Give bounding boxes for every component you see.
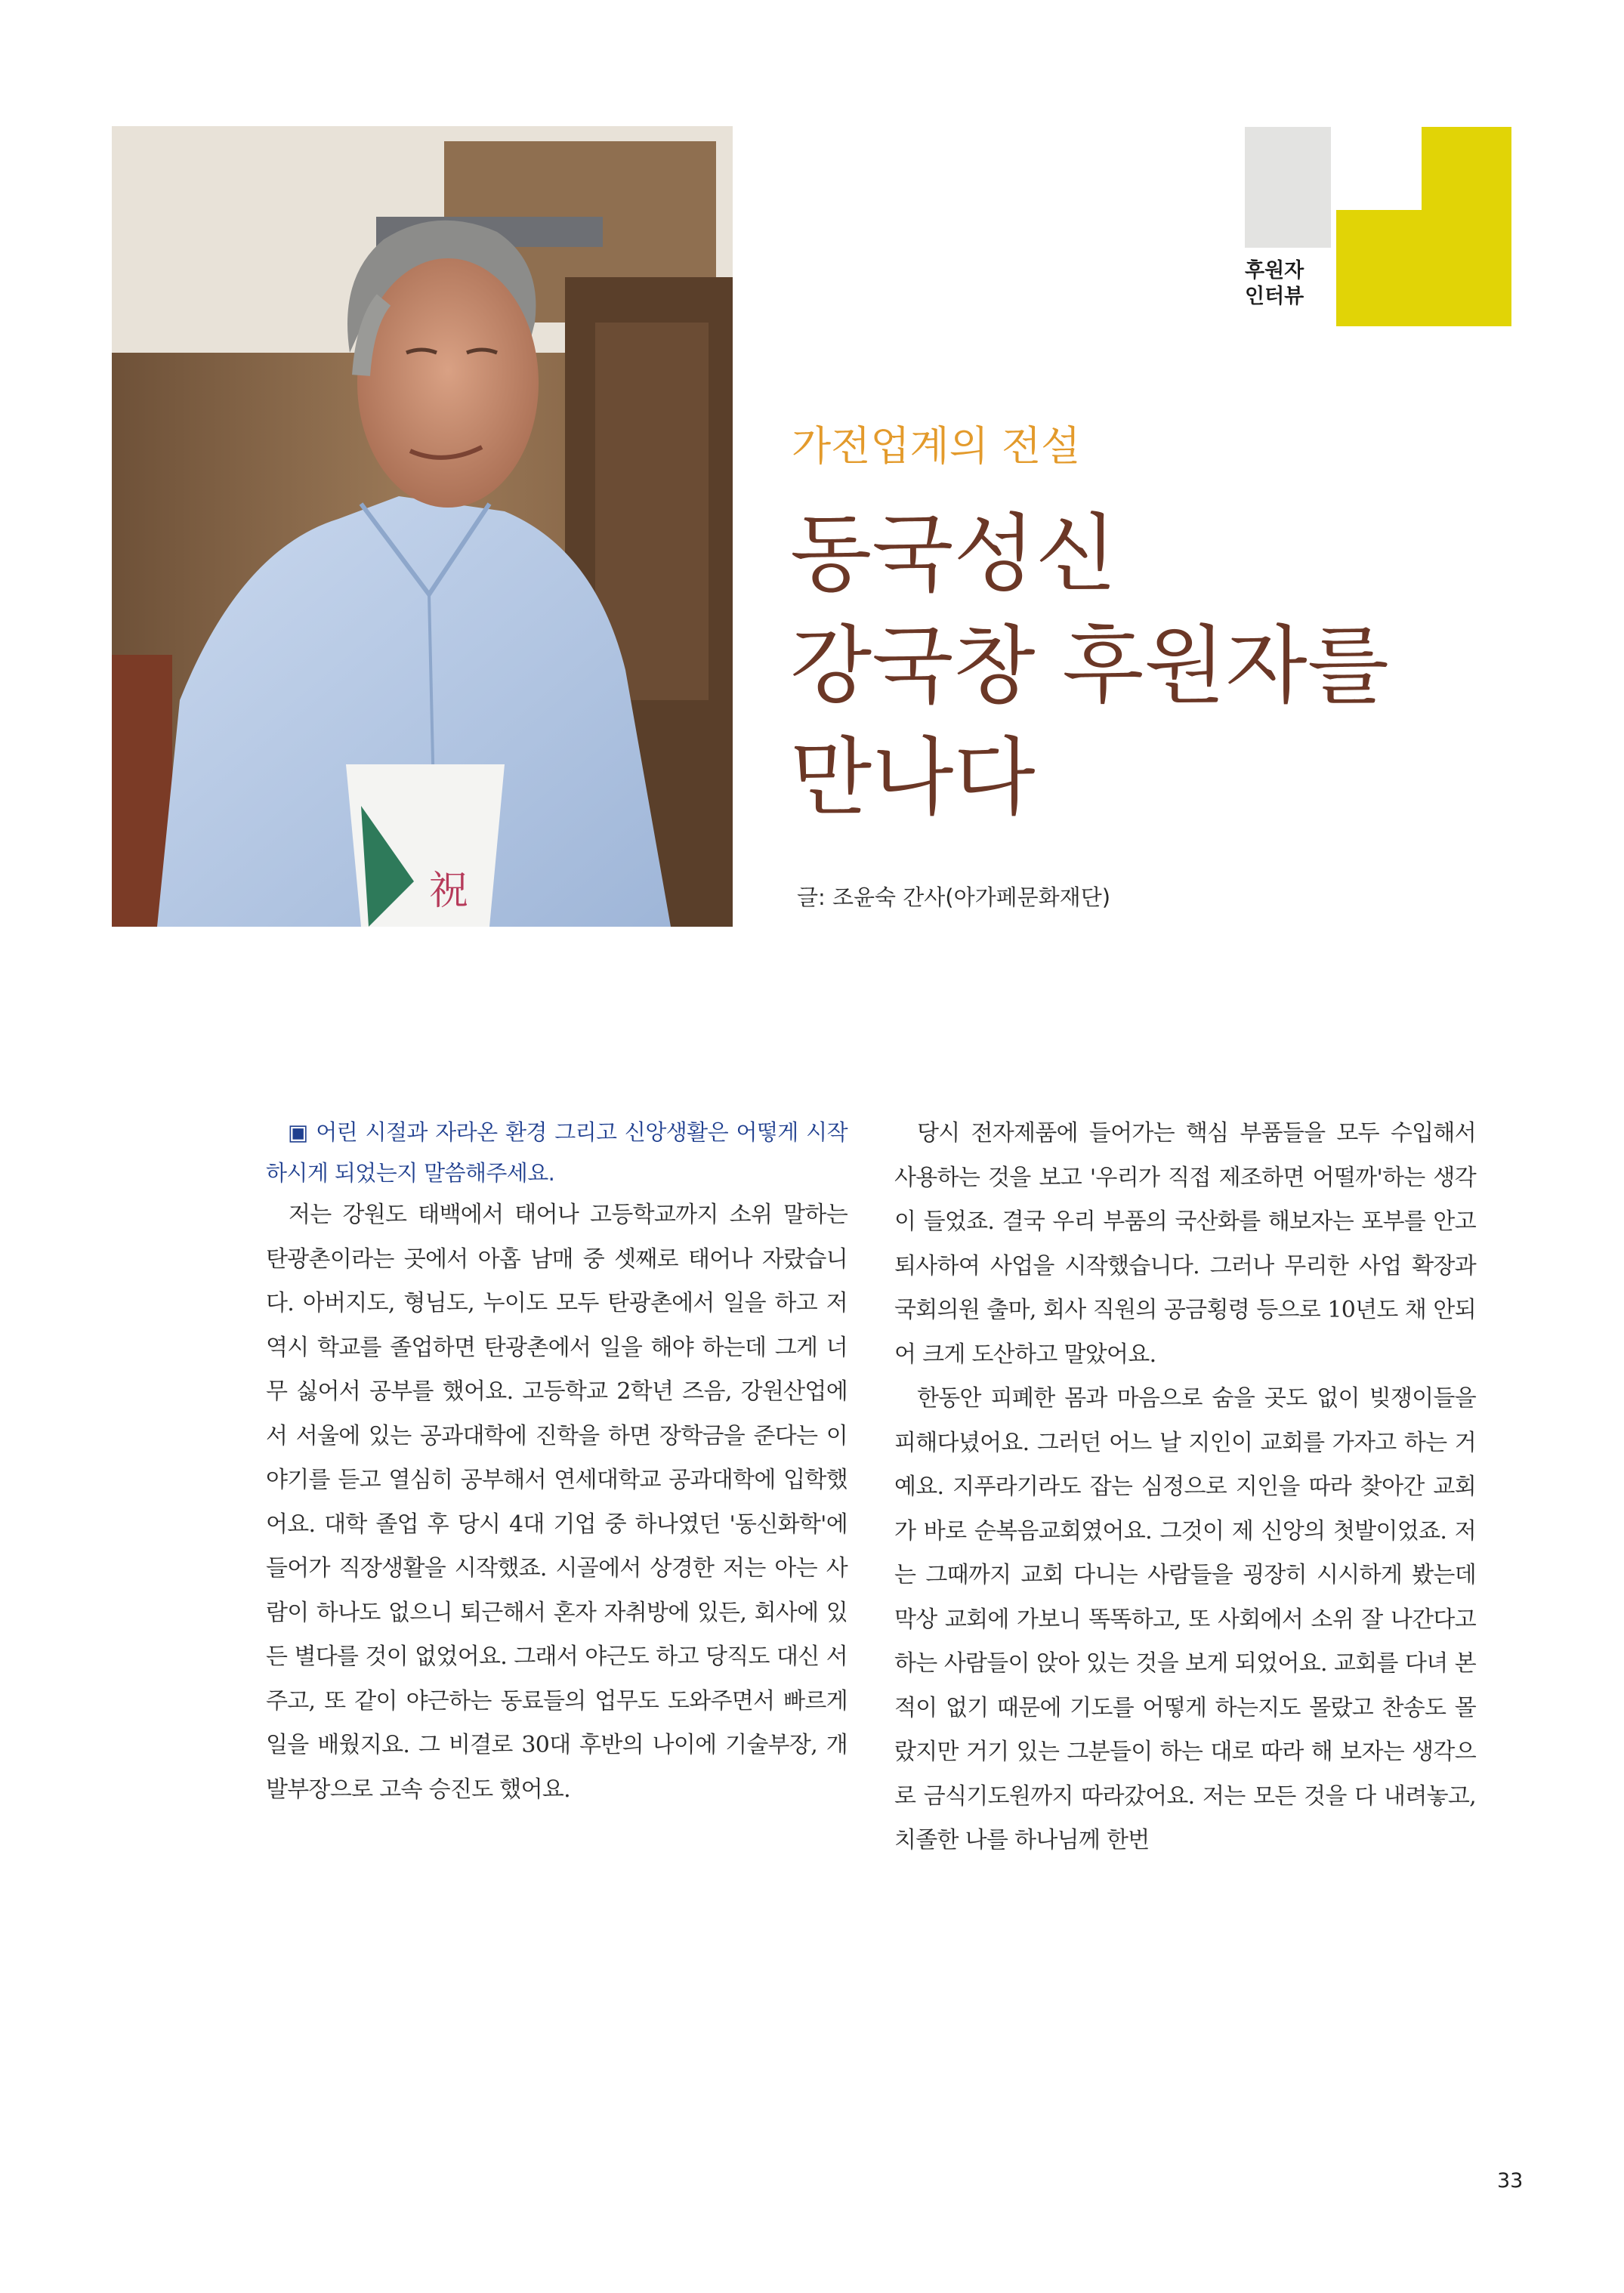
article-title [790,498,1389,834]
deco-grey-block [1245,127,1331,248]
left-column [266,1112,848,1812]
section-label-line-2: 인터뷰 [1245,285,1304,308]
deco-white-notch [1336,127,1422,210]
section-label-line-1: 후원자 [1245,259,1304,282]
title-line-2: 강국창 후원자를 [790,617,1389,715]
interview-question: ▣ 어린 시절과 자라온 환경 그리고 신앙생활은 어떻게 시작하시게 되었는지 말씀해주세요. [266,1119,848,1186]
answer-paragraph-2: 당시 전자제품에 들어가는 핵심 부품들을 모두 수입해서 사용하는 것을 보고 '우리가 직접 제조하면 어떨까'하는 생각이 들었죠. 결국 우리 부품의 국산화를 해보자는 포부를 안고 퇴사하여 사업을 시작했습니다. 그러나 무리한 사업 확장과 국회의원 출마, 회사 직원의 공금횡령 등으로 10년도 채 안되어 크게 도산하고 말았어요. [894,1120,1476,1368]
answer-paragraph-1: 저는 강원도 태백에서 태어나 고등학교까지 소위 말하는 탄광촌이라는 곳에서 아홉 남매 중 셋째로 태어나 자랐습니다. 아버지도, 형님도, 누이도 모두 탄광촌에서 일을 하고 저 역시 학교를 졸업하면 탄광촌에서 일을 해야 하는데 그게 너무 싫어서 공부를 했어요. 고등학교 2학년 즈음, 강원산업에서 서울에 있는 공과대학에 진학을 하면 장학금을 준다는 이야기를 듣고 열심히 공부해서 연세대학교 공과대학에 입학했어요. 대학 졸업 후 당시 4대 기업 중 하나였던 '동신화학'에 들어가 직장생활을 시작했죠. 시골에서 상경한 저는 아는 사람이 하나도 없으니 퇴근해서 혼자 자취방에 있든, 회사에 있든 별다를 것이 없었어요. 그래서 야근도 하고 당직도 대신 서 주고, 또 같이 야근하는 동료들의 업무도 도와주면서 빠르게 일을 배웠지요. 그 비결로 30대 후반의 나이에 기술부장, 개발부장으로 고속 승진도 했어요. [266,1202,848,1803]
title-line-3: 만나다 [790,729,1036,827]
answer-paragraph-3: 한동안 피폐한 몸과 마음으로 숨을 곳도 없이 빚쟁이들을 피해다녔어요. 그러던 어느 날 지인이 교회를 가자고 하는 거예요. 지푸라기라도 잡는 심정으로 지인을 따라 찾아간 교회가 바로 순복음교회였어요. 그것이 제 신앙의 첫발이었죠. 저는 그때까지 교회 다니는 사람들을 굉장히 시시하게 봤는데 막상 교회에 가보니 똑똑하고, 또 사회에서 소위 잘 나간다고 하는 사람들이 앉아 있는 것을 보게 되었어요. 교회를 다녀 본 적이 없기 때문에 기도를 어떻게 하는지도 몰랐고 찬송도 몰랐지만 거기 있는 그분들이 하는 대로 따라 해 보자는 생각으로 금식기도원까지 따라갔어요. 저는 모든 것을 다 내려놓고, 치졸한 나를 하나님께 한번 [894,1385,1476,1853]
section-label [1245,258,1335,310]
right-column [894,1112,1476,1863]
article-kicker: 가전업계의 전설 [792,422,1081,470]
cup-text: 祝 [429,869,469,914]
title-line-1: 동국성신 [790,505,1117,603]
page-number: 33 [1497,2169,1524,2193]
photo-illustration [112,126,733,927]
byline: 글: 조윤숙 간사(아가페문화재단) [797,884,1111,910]
interview-photo [112,126,733,927]
